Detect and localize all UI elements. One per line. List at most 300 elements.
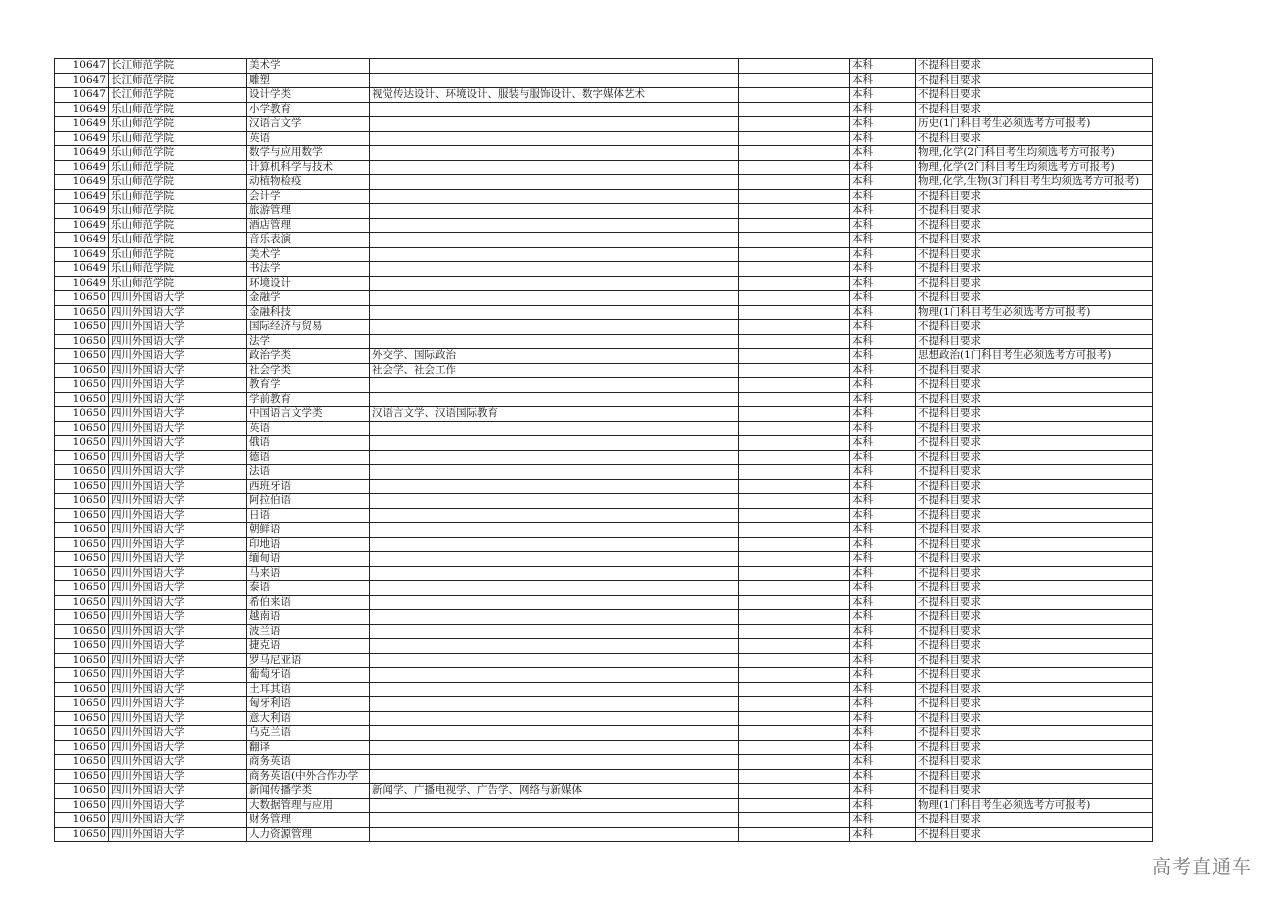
school-name-cell: 四川外国语大学: [109, 392, 247, 407]
included-majors-cell: 视觉传达设计、环境设计、服装与服饰设计、数字媒体艺术: [370, 88, 739, 103]
level-cell: 本科: [850, 450, 916, 465]
subject-requirement-cell: 不提科目要求: [916, 552, 1153, 567]
school-code-cell: 10649: [55, 262, 109, 277]
major-cell: 国际经济与贸易: [247, 320, 370, 335]
major-cell: 越南语: [247, 610, 370, 625]
included-majors-cell: [370, 436, 739, 451]
included-majors-cell: [370, 204, 739, 219]
school-code-cell: 10649: [55, 204, 109, 219]
school-code-cell: 10650: [55, 798, 109, 813]
subject-requirement-cell: 不提科目要求: [916, 407, 1153, 422]
level-cell: 本科: [850, 218, 916, 233]
included-majors-cell: [370, 537, 739, 552]
blank-cell: [739, 392, 850, 407]
school-code-cell: 10650: [55, 581, 109, 596]
included-majors-cell: [370, 131, 739, 146]
table-row: [55, 813, 1153, 828]
included-majors-cell: [370, 581, 739, 596]
table-row: [55, 624, 1153, 639]
included-majors-cell: [370, 247, 739, 262]
school-code-cell: 10650: [55, 624, 109, 639]
subject-requirement-cell: 不提科目要求: [916, 494, 1153, 509]
school-code-cell: 10650: [55, 320, 109, 335]
major-cell: 德语: [247, 450, 370, 465]
blank-cell: [739, 653, 850, 668]
school-name-cell: 四川外国语大学: [109, 827, 247, 842]
included-majors-cell: [370, 479, 739, 494]
school-code-cell: 10649: [55, 175, 109, 190]
blank-cell: [739, 378, 850, 393]
major-cell: 音乐表演: [247, 233, 370, 248]
blank-cell: [739, 247, 850, 262]
school-code-cell: 10650: [55, 697, 109, 712]
table-row: [55, 726, 1153, 741]
school-code-cell: 10650: [55, 465, 109, 480]
major-cell: 印地语: [247, 537, 370, 552]
subject-requirement-cell: 不提科目要求: [916, 653, 1153, 668]
subject-requirement-cell: 不提科目要求: [916, 465, 1153, 480]
subject-requirement-cell: 物理(1门科目考生必须选考方可报考): [916, 305, 1153, 320]
table-row: [55, 204, 1153, 219]
level-cell: 本科: [850, 726, 916, 741]
blank-cell: [739, 334, 850, 349]
subject-requirement-cell: 不提科目要求: [916, 726, 1153, 741]
school-code-cell: 10650: [55, 610, 109, 625]
blank-cell: [739, 465, 850, 480]
major-cell: 数学与应用数学: [247, 146, 370, 161]
subject-requirement-cell: 不提科目要求: [916, 668, 1153, 683]
level-cell: 本科: [850, 479, 916, 494]
school-code-cell: 10650: [55, 711, 109, 726]
school-code-cell: 10650: [55, 769, 109, 784]
blank-cell: [739, 450, 850, 465]
school-name-cell: 乐山师范学院: [109, 218, 247, 233]
blank-cell: [739, 798, 850, 813]
school-name-cell: 乐山师范学院: [109, 175, 247, 190]
table-row: [55, 175, 1153, 190]
blank-cell: [739, 276, 850, 291]
major-cell: 财务管理: [247, 813, 370, 828]
major-cell: 西班牙语: [247, 479, 370, 494]
table-row: [55, 668, 1153, 683]
subject-requirement-cell: 不提科目要求: [916, 334, 1153, 349]
major-cell: 会计学: [247, 189, 370, 204]
school-name-cell: 长江师范学院: [109, 88, 247, 103]
major-cell: 乌克兰语: [247, 726, 370, 741]
major-cell: 教育学: [247, 378, 370, 393]
table-row: [55, 378, 1153, 393]
level-cell: 本科: [850, 363, 916, 378]
school-name-cell: 四川外国语大学: [109, 595, 247, 610]
level-cell: 本科: [850, 131, 916, 146]
school-code-cell: 10649: [55, 189, 109, 204]
subject-requirement-cell: 历史(1门科目考生必须选考方可报考): [916, 117, 1153, 132]
subject-requirement-cell: 不提科目要求: [916, 537, 1153, 552]
school-code-cell: 10650: [55, 378, 109, 393]
major-cell: 新闻传播学类: [247, 784, 370, 799]
level-cell: 本科: [850, 175, 916, 190]
blank-cell: [739, 436, 850, 451]
subject-requirement-cell: 不提科目要求: [916, 827, 1153, 842]
major-cell: 商务英语: [247, 755, 370, 770]
major-cell: 美术学: [247, 59, 370, 74]
subject-requirement-cell: 不提科目要求: [916, 262, 1153, 277]
major-cell: 阿拉伯语: [247, 494, 370, 509]
subject-requirement-cell: 不提科目要求: [916, 711, 1153, 726]
blank-cell: [739, 102, 850, 117]
subject-requirement-cell: 不提科目要求: [916, 639, 1153, 654]
level-cell: 本科: [850, 581, 916, 596]
level-cell: 本科: [850, 204, 916, 219]
blank-cell: [739, 537, 850, 552]
included-majors-cell: 汉语言文学、汉语国际教育: [370, 407, 739, 422]
level-cell: 本科: [850, 392, 916, 407]
included-majors-cell: [370, 102, 739, 117]
school-code-cell: 10650: [55, 668, 109, 683]
blank-cell: [739, 160, 850, 175]
table-row: [55, 392, 1153, 407]
table-row: [55, 755, 1153, 770]
included-majors-cell: [370, 755, 739, 770]
included-majors-cell: [370, 320, 739, 335]
included-majors-cell: [370, 827, 739, 842]
included-majors-cell: [370, 769, 739, 784]
school-name-cell: 四川外国语大学: [109, 508, 247, 523]
included-majors-cell: [370, 59, 739, 74]
included-majors-cell: [370, 697, 739, 712]
included-majors-cell: [370, 523, 739, 538]
subject-requirement-cell: 不提科目要求: [916, 320, 1153, 335]
school-code-cell: 10650: [55, 813, 109, 828]
level-cell: 本科: [850, 349, 916, 364]
school-code-cell: 10650: [55, 653, 109, 668]
included-majors-cell: [370, 73, 739, 88]
level-cell: 本科: [850, 827, 916, 842]
table-row: [55, 682, 1153, 697]
major-cell: 中国语言文学类: [247, 407, 370, 422]
table-row: [55, 798, 1153, 813]
subject-requirement-cell: 不提科目要求: [916, 610, 1153, 625]
school-code-cell: 10650: [55, 508, 109, 523]
school-name-cell: 长江师范学院: [109, 59, 247, 74]
school-name-cell: 四川外国语大学: [109, 581, 247, 596]
blank-cell: [739, 494, 850, 509]
included-majors-cell: [370, 653, 739, 668]
school-code-cell: 10647: [55, 88, 109, 103]
major-cell: 金融科技: [247, 305, 370, 320]
school-name-cell: 四川外国语大学: [109, 697, 247, 712]
school-code-cell: 10650: [55, 291, 109, 306]
blank-cell: [739, 769, 850, 784]
subject-requirement-cell: 不提科目要求: [916, 73, 1153, 88]
major-cell: 小学教育: [247, 102, 370, 117]
school-name-cell: 四川外国语大学: [109, 421, 247, 436]
school-code-cell: 10650: [55, 334, 109, 349]
level-cell: 本科: [850, 682, 916, 697]
level-cell: 本科: [850, 813, 916, 828]
blank-cell: [739, 218, 850, 233]
major-cell: 波兰语: [247, 624, 370, 639]
subject-requirement-cell: 不提科目要求: [916, 682, 1153, 697]
major-cell: 朝鲜语: [247, 523, 370, 538]
blank-cell: [739, 407, 850, 422]
included-majors-cell: [370, 378, 739, 393]
blank-cell: [739, 189, 850, 204]
level-cell: 本科: [850, 378, 916, 393]
school-name-cell: 四川外国语大学: [109, 349, 247, 364]
included-majors-cell: [370, 813, 739, 828]
major-cell: 旅游管理: [247, 204, 370, 219]
included-majors-cell: [370, 508, 739, 523]
table-row: [55, 711, 1153, 726]
table-row: [55, 218, 1153, 233]
school-code-cell: 10650: [55, 479, 109, 494]
table-row: [55, 320, 1153, 335]
blank-cell: [739, 523, 850, 538]
major-cell: 人力资源管理: [247, 827, 370, 842]
blank-cell: [739, 421, 850, 436]
major-cell: 雕塑: [247, 73, 370, 88]
school-code-cell: 10650: [55, 407, 109, 422]
major-cell: 社会学类: [247, 363, 370, 378]
level-cell: 本科: [850, 407, 916, 422]
blank-cell: [739, 320, 850, 335]
school-name-cell: 四川外国语大学: [109, 798, 247, 813]
level-cell: 本科: [850, 784, 916, 799]
blank-cell: [739, 73, 850, 88]
table-row: [55, 160, 1153, 175]
school-name-cell: 乐山师范学院: [109, 131, 247, 146]
major-cell: 酒店管理: [247, 218, 370, 233]
school-name-cell: 四川外国语大学: [109, 494, 247, 509]
table-row: [55, 610, 1153, 625]
table-row: [55, 189, 1153, 204]
major-cell: 美术学: [247, 247, 370, 262]
school-code-cell: 10649: [55, 218, 109, 233]
included-majors-cell: [370, 465, 739, 480]
table-row: [55, 117, 1153, 132]
school-code-cell: 10649: [55, 146, 109, 161]
table-row: [55, 262, 1153, 277]
blank-cell: [739, 508, 850, 523]
included-majors-cell: [370, 334, 739, 349]
school-name-cell: 四川外国语大学: [109, 552, 247, 567]
included-majors-cell: 外交学、国际政治: [370, 349, 739, 364]
subject-requirement-cell: 不提科目要求: [916, 624, 1153, 639]
major-cell: 金融学: [247, 291, 370, 306]
school-code-cell: 10650: [55, 827, 109, 842]
school-code-cell: 10649: [55, 233, 109, 248]
school-name-cell: 四川外国语大学: [109, 624, 247, 639]
school-code-cell: 10650: [55, 755, 109, 770]
table-row: [55, 233, 1153, 248]
major-cell: 土耳其语: [247, 682, 370, 697]
major-cell: 英语: [247, 421, 370, 436]
major-cell: 学前教育: [247, 392, 370, 407]
level-cell: 本科: [850, 740, 916, 755]
blank-cell: [739, 117, 850, 132]
table-row: [55, 363, 1153, 378]
level-cell: 本科: [850, 624, 916, 639]
school-code-cell: 10650: [55, 349, 109, 364]
major-cell: 政治学类: [247, 349, 370, 364]
blank-cell: [739, 813, 850, 828]
admission-table: [54, 58, 1153, 842]
major-cell: 环境设计: [247, 276, 370, 291]
school-name-cell: 四川外国语大学: [109, 523, 247, 538]
level-cell: 本科: [850, 552, 916, 567]
subject-requirement-cell: 不提科目要求: [916, 102, 1153, 117]
table-row: [55, 537, 1153, 552]
level-cell: 本科: [850, 233, 916, 248]
level-cell: 本科: [850, 639, 916, 654]
subject-requirement-cell: 不提科目要求: [916, 769, 1153, 784]
included-majors-cell: [370, 610, 739, 625]
table-row: [55, 421, 1153, 436]
major-cell: 俄语: [247, 436, 370, 451]
subject-requirement-cell: 不提科目要求: [916, 595, 1153, 610]
school-name-cell: 乐山师范学院: [109, 117, 247, 132]
subject-requirement-cell: 不提科目要求: [916, 813, 1153, 828]
school-code-cell: 10647: [55, 59, 109, 74]
table-row: [55, 465, 1153, 480]
subject-requirement-cell: 不提科目要求: [916, 233, 1153, 248]
school-name-cell: 四川外国语大学: [109, 407, 247, 422]
blank-cell: [739, 291, 850, 306]
watermark-text: 高考直通车: [1151, 856, 1252, 878]
school-name-cell: 四川外国语大学: [109, 334, 247, 349]
major-cell: 商务英语(中外合作办学: [247, 769, 370, 784]
blank-cell: [739, 784, 850, 799]
table-row: [55, 479, 1153, 494]
included-majors-cell: [370, 726, 739, 741]
subject-requirement-cell: 不提科目要求: [916, 59, 1153, 74]
level-cell: 本科: [850, 73, 916, 88]
blank-cell: [739, 131, 850, 146]
table-row: [55, 88, 1153, 103]
blank-cell: [739, 146, 850, 161]
blank-cell: [739, 595, 850, 610]
table-row: [55, 407, 1153, 422]
major-cell: 捷克语: [247, 639, 370, 654]
school-name-cell: 四川外国语大学: [109, 668, 247, 683]
table-row: [55, 697, 1153, 712]
table-row: [55, 508, 1153, 523]
school-code-cell: 10649: [55, 102, 109, 117]
included-majors-cell: [370, 146, 739, 161]
subject-requirement-cell: 不提科目要求: [916, 276, 1153, 291]
school-name-cell: 四川外国语大学: [109, 450, 247, 465]
table-row: [55, 566, 1153, 581]
school-name-cell: 四川外国语大学: [109, 653, 247, 668]
table-row: [55, 552, 1153, 567]
school-code-cell: 10650: [55, 639, 109, 654]
level-cell: 本科: [850, 160, 916, 175]
school-code-cell: 10650: [55, 363, 109, 378]
subject-requirement-cell: 物理,化学,生物(3门科目考生均须选考方可报考): [916, 175, 1153, 190]
level-cell: 本科: [850, 436, 916, 451]
table-row: [55, 523, 1153, 538]
included-majors-cell: [370, 595, 739, 610]
level-cell: 本科: [850, 247, 916, 262]
school-code-cell: 10649: [55, 160, 109, 175]
table-row: [55, 59, 1153, 74]
level-cell: 本科: [850, 291, 916, 306]
school-name-cell: 四川外国语大学: [109, 769, 247, 784]
table-row: [55, 334, 1153, 349]
included-majors-cell: [370, 711, 739, 726]
school-name-cell: 乐山师范学院: [109, 233, 247, 248]
blank-cell: [739, 827, 850, 842]
included-majors-cell: [370, 450, 739, 465]
level-cell: 本科: [850, 755, 916, 770]
included-majors-cell: [370, 552, 739, 567]
subject-requirement-cell: 不提科目要求: [916, 784, 1153, 799]
subject-requirement-cell: 不提科目要求: [916, 436, 1153, 451]
level-cell: 本科: [850, 421, 916, 436]
subject-requirement-cell: 不提科目要求: [916, 392, 1153, 407]
included-majors-cell: [370, 218, 739, 233]
school-code-cell: 10650: [55, 740, 109, 755]
included-majors-cell: [370, 262, 739, 277]
school-name-cell: 乐山师范学院: [109, 146, 247, 161]
included-majors-cell: [370, 160, 739, 175]
major-cell: 意大利语: [247, 711, 370, 726]
school-name-cell: 四川外国语大学: [109, 465, 247, 480]
school-code-cell: 10649: [55, 131, 109, 146]
included-majors-cell: [370, 740, 739, 755]
table-row: [55, 450, 1153, 465]
subject-requirement-cell: 物理,化学(2门科目考生均须选考方可报考): [916, 146, 1153, 161]
included-majors-cell: [370, 175, 739, 190]
major-cell: 翻译: [247, 740, 370, 755]
blank-cell: [739, 697, 850, 712]
school-code-cell: 10649: [55, 276, 109, 291]
included-majors-cell: [370, 639, 739, 654]
included-majors-cell: [370, 233, 739, 248]
included-majors-cell: 社会学、社会工作: [370, 363, 739, 378]
subject-requirement-cell: 物理,化学(2门科目考生均须选考方可报考): [916, 160, 1153, 175]
subject-requirement-cell: 不提科目要求: [916, 291, 1153, 306]
subject-requirement-cell: 不提科目要求: [916, 566, 1153, 581]
table-row: [55, 305, 1153, 320]
table-row: [55, 494, 1153, 509]
level-cell: 本科: [850, 769, 916, 784]
school-name-cell: 四川外国语大学: [109, 755, 247, 770]
blank-cell: [739, 305, 850, 320]
blank-cell: [739, 363, 850, 378]
major-cell: 计算机科学与技术: [247, 160, 370, 175]
table-row: [55, 639, 1153, 654]
blank-cell: [739, 711, 850, 726]
level-cell: 本科: [850, 523, 916, 538]
included-majors-cell: 新闻学、广播电视学、广告学、网络与新媒体: [370, 784, 739, 799]
school-code-cell: 10650: [55, 566, 109, 581]
table-row: [55, 102, 1153, 117]
major-cell: 法学: [247, 334, 370, 349]
subject-requirement-cell: 不提科目要求: [916, 740, 1153, 755]
school-name-cell: 四川外国语大学: [109, 726, 247, 741]
level-cell: 本科: [850, 494, 916, 509]
major-cell: 罗马尼亚语: [247, 653, 370, 668]
included-majors-cell: [370, 682, 739, 697]
blank-cell: [739, 479, 850, 494]
table-row: [55, 595, 1153, 610]
level-cell: 本科: [850, 465, 916, 480]
table-row: [55, 291, 1153, 306]
school-code-cell: 10647: [55, 73, 109, 88]
school-name-cell: 乐山师范学院: [109, 247, 247, 262]
